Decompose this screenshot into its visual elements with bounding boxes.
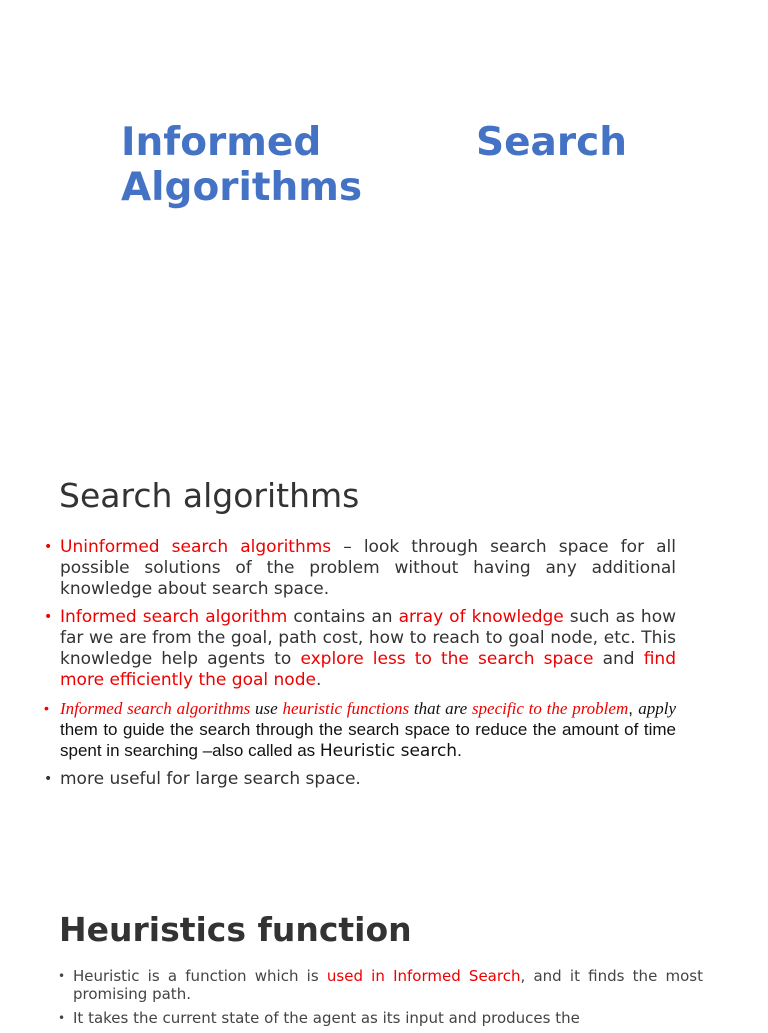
- bullet-uninformed: [40, 537, 676, 600]
- bullet-text: – look through search space for all possible solutions of the problem without having any additional knowledge about search space.: [60, 537, 677, 599]
- bullet-text: ,: [628, 699, 639, 718]
- term-informed-search: Informed search algorithm: [60, 607, 288, 627]
- bullet-text: .: [315, 670, 322, 690]
- title-word-algorithms: Algorithms: [121, 165, 363, 210]
- title-word-search: Search: [476, 120, 627, 165]
- term-heuristic-functions: heuristic functions: [282, 699, 410, 718]
- term-heuristic-search: Heuristic search: [319, 741, 458, 761]
- bullet-text: that are: [409, 699, 472, 718]
- bullet-text: use: [250, 699, 283, 718]
- term-apply: apply: [638, 699, 676, 718]
- bullet-text: .: [457, 741, 462, 760]
- bullet-text: contains an: [287, 607, 399, 627]
- term-array-of-knowledge: array of knowledge: [398, 607, 564, 627]
- bullet-large-search-space: [40, 769, 676, 790]
- bullet-text: , and it finds the most promising path.: [73, 967, 703, 1003]
- bullet-heuristic-input: [56, 1009, 703, 1027]
- bullet-marker: •: [44, 609, 53, 625]
- bullet-heuristic-functions: [40, 698, 676, 762]
- search-algorithms-bullet-list: [40, 537, 676, 797]
- bullet-marker: •: [58, 969, 66, 983]
- term-used-in-informed-search: used in Informed Search: [326, 967, 521, 985]
- slide-title: [0, 0, 768, 440]
- term-explore-less: explore less to the search space: [300, 649, 594, 669]
- term-specific-to-problem: specific to the problem: [471, 699, 629, 718]
- heuristics-function-heading: Heuristics function: [59, 910, 412, 949]
- slide-title-heading: [121, 120, 627, 210]
- bullet-text: them to guide the search through the search space to reduce the amount of time spent in searching –also called as: [60, 720, 676, 760]
- heuristics-bullet-list: [56, 967, 703, 1033]
- bullet-marker: •: [44, 700, 49, 716]
- bullet-informed: [40, 607, 676, 691]
- bullet-text: such as how far we are from the goal, path cost, how to reach to goal node, etc. This knowledge help agents to: [60, 607, 676, 669]
- search-algorithms-heading: Search algorithms: [59, 476, 360, 515]
- bullet-marker: •: [44, 771, 53, 787]
- bullet-text: more useful for large search space.: [60, 769, 361, 789]
- title-word-informed: Informed: [121, 120, 322, 165]
- bullet-text: Heuristic is a function which is: [73, 967, 327, 985]
- term-find-efficiently: find more efficiently the goal node: [60, 649, 676, 690]
- bullet-text: It takes the current state of the agent as its input and produces the: [73, 1009, 580, 1027]
- term-informed-search-algorithms: Informed search algorithms: [60, 699, 251, 718]
- bullet-text: and: [593, 649, 644, 669]
- title-line-1: [121, 120, 627, 165]
- bullet-marker: •: [44, 539, 53, 555]
- bullet-marker: •: [58, 1011, 66, 1025]
- bullet-heuristic-definition: [56, 967, 703, 1003]
- term-uninformed-search: Uninformed search algorithms: [60, 537, 332, 557]
